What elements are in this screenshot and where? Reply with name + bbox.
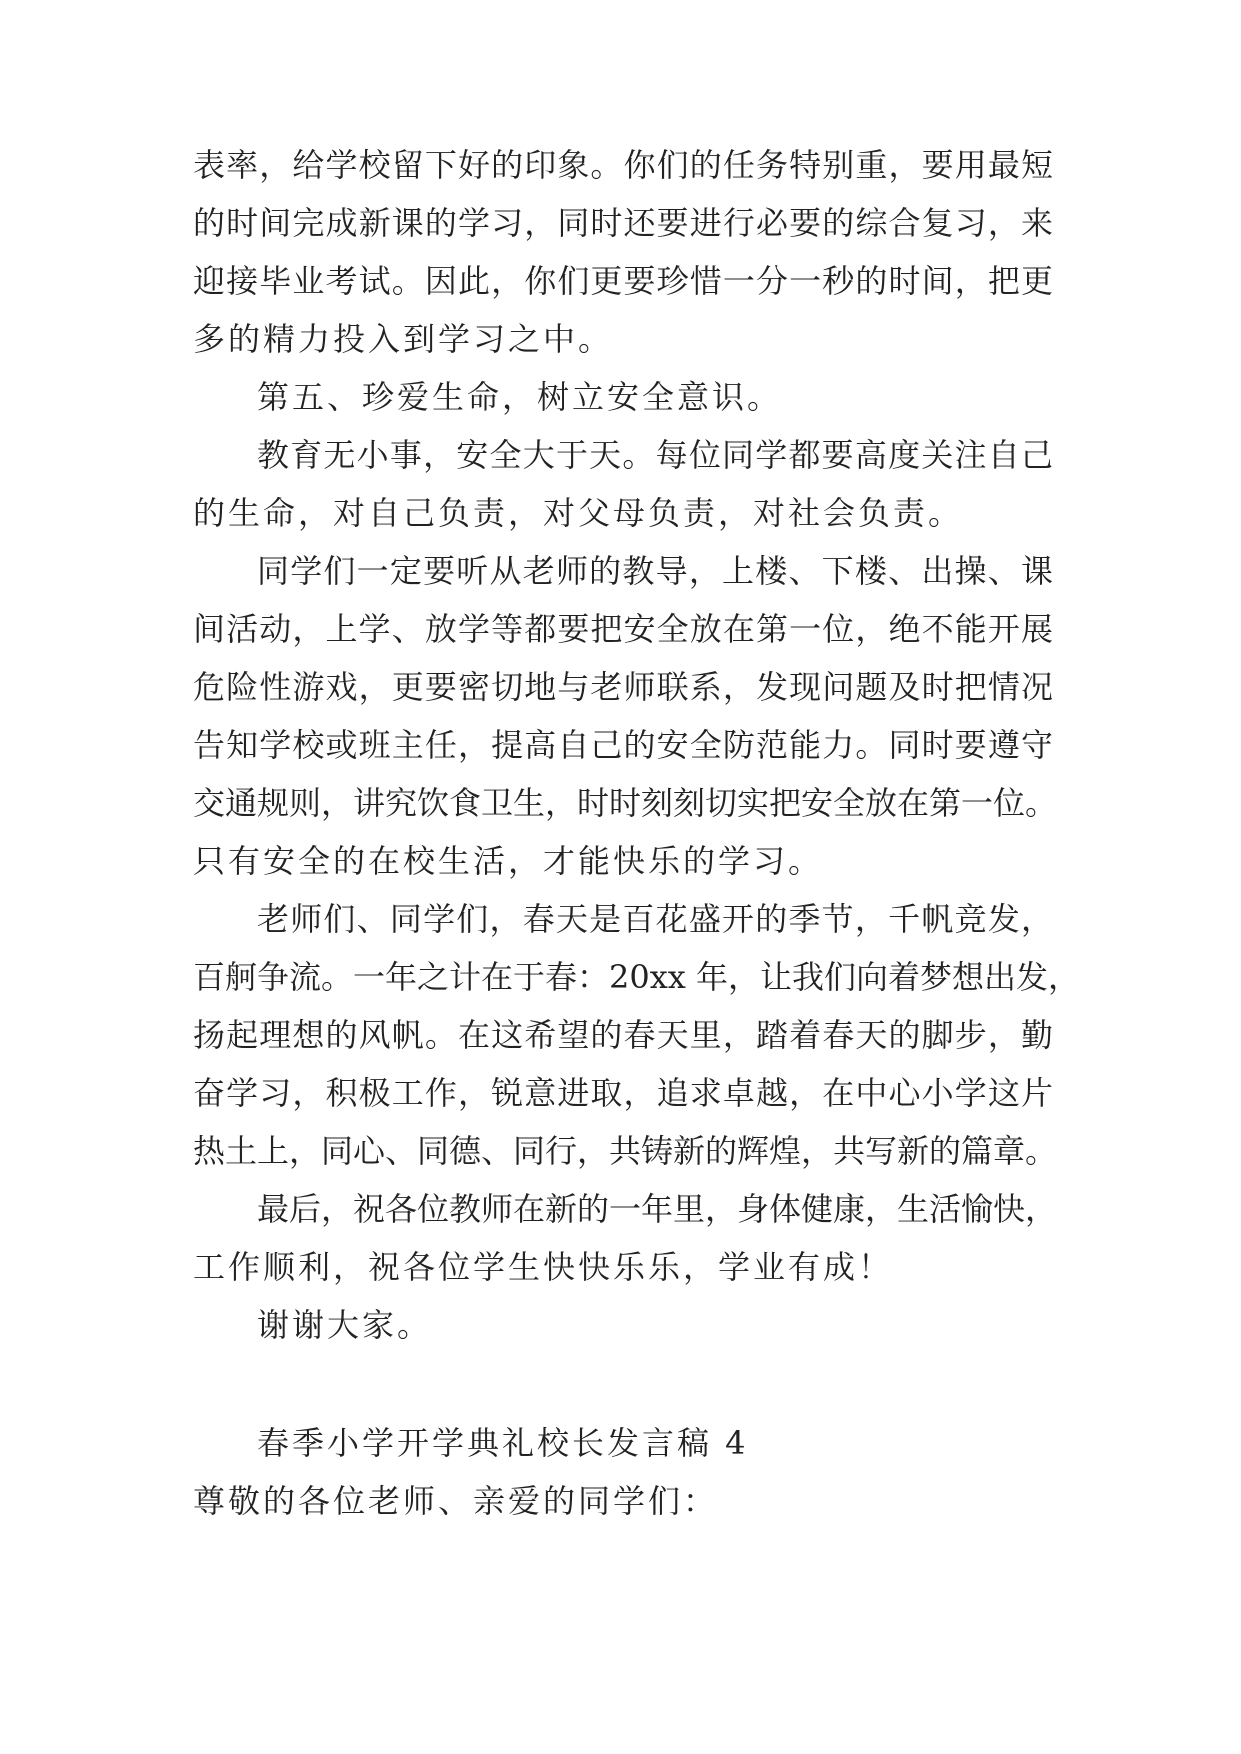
salutation: 尊敬的各位老师、亲爱的同学们： (193, 1482, 719, 1520)
body-text-line: 工作顺利，祝各位学生快快乐乐，学业有成！ (193, 1248, 894, 1286)
body-text-line: 百舸争流。一年之计在于春：20xx 年，让我们向着梦想出发， (193, 958, 1080, 996)
body-text-line: 只有安全的在校生活，才能快乐的学习。 (193, 842, 824, 880)
body-text-line: 热土上，同心、同德、同行，共铸新的辉煌，共写新的篇章。 (193, 1132, 1058, 1170)
body-text-line: 表率，给学校留下好的印象。你们的任务特别重，要用最短 (193, 146, 1053, 184)
closing-line: 谢谢大家。 (257, 1306, 433, 1344)
body-text-line: 的时间完成新课的学习，同时还要进行必要的综合复习，来 (193, 204, 1053, 242)
body-text-line: 多的精力投入到学习之中。 (193, 320, 614, 358)
body-text-line: 奋学习，积极工作，锐意进取，追求卓越，在中心小学这片 (193, 1074, 1053, 1112)
document-title: 春季小学开学典礼校长发言稿 4 (257, 1424, 749, 1462)
body-text-line: 告知学校或班主任，提高自己的安全防范能力。同时要遵守 (193, 726, 1053, 764)
body-text-line: 危险性游戏，更要密切地与老师联系，发现问题及时把情况 (193, 668, 1053, 706)
body-text-line: 扬起理想的风帆。在这希望的春天里，踏着春天的脚步，勤 (193, 1016, 1053, 1054)
body-text-line: 同学们一定要听从老师的教导，上楼、下楼、出操、课 (257, 552, 1053, 590)
body-text-line: 的生命，对自己负责，对父母负责，对社会负责。 (193, 494, 964, 532)
body-text-line: 最后，祝各位教师在新的一年里，身体健康，生活愉快， (257, 1190, 1058, 1228)
body-text-line: 迎接毕业考试。因此，你们更要珍惜一分一秒的时间，把更 (193, 262, 1053, 300)
section-heading: 第五、珍爱生命，树立安全意识。 (257, 378, 783, 416)
body-text-line: 老师们、同学们，春天是百花盛开的季节，千帆竞发， (257, 900, 1053, 938)
body-text-line: 间活动，上学、放学等都要把安全放在第一位，绝不能开展 (193, 610, 1053, 648)
body-text-line: 教育无小事，安全大于天。每位同学都要高度关注自己 (257, 436, 1053, 474)
body-text-line: 交通规则，讲究饮食卫生，时时刻刻切实把安全放在第一位。 (193, 784, 1058, 822)
